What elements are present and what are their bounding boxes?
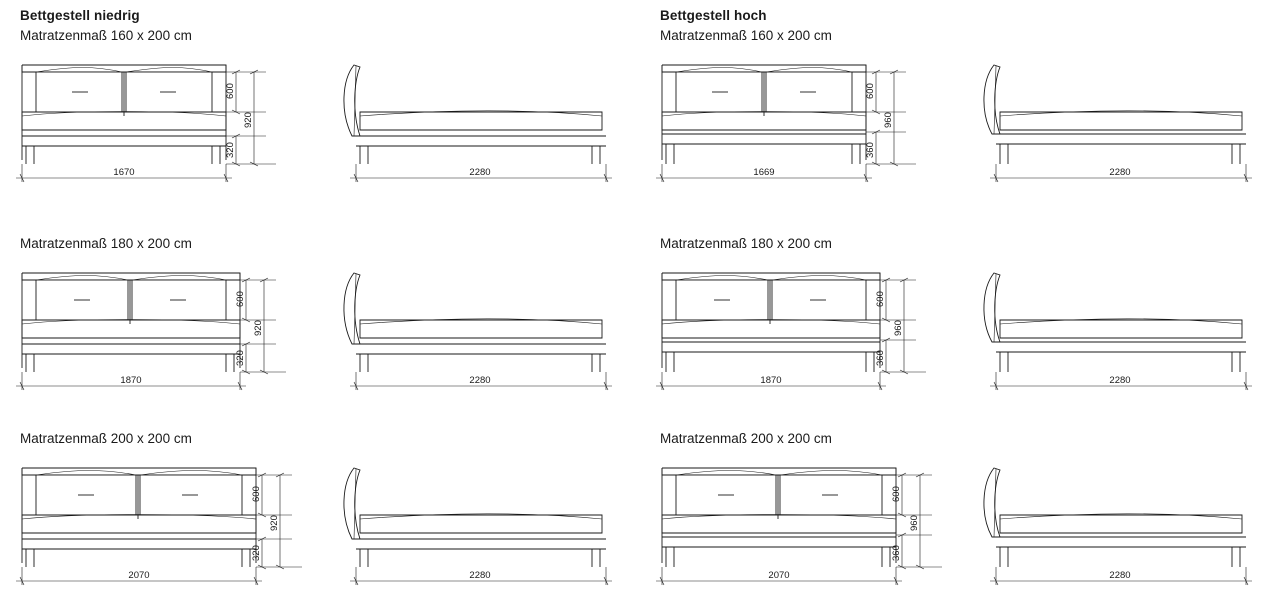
dim-height-360: 360 xyxy=(891,545,902,561)
dim-height-600: 600 xyxy=(891,486,902,502)
dim-height-920: 920 xyxy=(253,320,264,336)
side-view xyxy=(330,248,640,398)
drawing-block xyxy=(640,0,1279,200)
front-view xyxy=(14,40,324,190)
column-title-left: Bettgestell niedrig xyxy=(20,8,140,23)
drawing-block xyxy=(0,200,639,400)
dim-height-600: 600 xyxy=(225,83,236,99)
side-view xyxy=(970,248,1279,398)
block-caption: Matratzenmaß 160 x 200 cm xyxy=(660,28,832,43)
side-view xyxy=(330,443,640,593)
dim-height-920: 920 xyxy=(243,112,254,128)
dim-length: 2280 xyxy=(469,375,491,386)
column-bettgestell-hoch xyxy=(640,0,1279,600)
dim-length: 2280 xyxy=(1109,167,1131,178)
front-view xyxy=(654,40,964,190)
dim-height-600: 600 xyxy=(235,291,246,307)
dim-width: 2070 xyxy=(768,570,790,581)
dim-height-960: 960 xyxy=(893,320,904,336)
front-view xyxy=(14,443,324,593)
dim-length: 2280 xyxy=(469,167,491,178)
block-caption: Matratzenmaß 200 x 200 cm xyxy=(20,431,192,446)
dim-height-320: 320 xyxy=(235,350,246,366)
dim-height-960: 960 xyxy=(883,112,894,128)
dim-height-600: 600 xyxy=(865,83,876,99)
dim-width: 1670 xyxy=(113,167,135,178)
dim-height-600: 600 xyxy=(875,291,886,307)
block-caption: Matratzenmaß 180 x 200 cm xyxy=(660,236,832,251)
side-view xyxy=(970,443,1279,593)
column-title-right: Bettgestell hoch xyxy=(660,8,767,23)
front-view xyxy=(14,248,324,398)
drawing-block xyxy=(0,0,639,200)
dim-length: 2280 xyxy=(1109,570,1131,581)
dim-height-320: 320 xyxy=(251,545,262,561)
drawing-block xyxy=(640,200,1279,400)
column-bettgestell-niedrig xyxy=(0,0,639,600)
drawing-block xyxy=(0,395,639,595)
dim-height-960: 960 xyxy=(909,515,920,531)
dim-width: 2070 xyxy=(128,570,150,581)
dim-height-600: 600 xyxy=(251,486,262,502)
dim-height-920: 920 xyxy=(269,515,280,531)
dim-width: 1870 xyxy=(760,375,782,386)
side-view xyxy=(970,40,1279,190)
dim-width: 1669 xyxy=(753,167,775,178)
dim-height-320: 320 xyxy=(225,142,236,158)
front-view xyxy=(654,248,964,398)
side-view xyxy=(330,40,640,190)
dim-height-360: 360 xyxy=(865,142,876,158)
drawing-block xyxy=(640,395,1279,595)
block-caption: Matratzenmaß 160 x 200 cm xyxy=(20,28,192,43)
dim-height-360: 360 xyxy=(875,350,886,366)
dim-width: 1870 xyxy=(120,375,142,386)
dim-length: 2280 xyxy=(469,570,491,581)
front-view xyxy=(654,443,964,593)
block-caption: Matratzenmaß 180 x 200 cm xyxy=(20,236,192,251)
block-caption: Matratzenmaß 200 x 200 cm xyxy=(660,431,832,446)
dim-length: 2280 xyxy=(1109,375,1131,386)
